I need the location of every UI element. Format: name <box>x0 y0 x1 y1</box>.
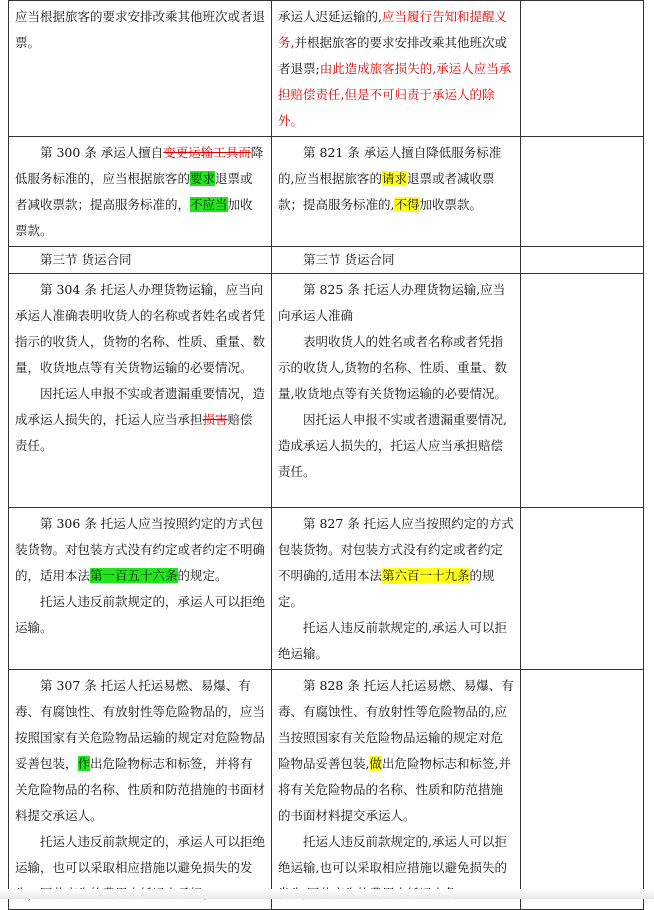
table-row <box>9 247 644 274</box>
section-heading: 第三节 货运合同 <box>303 252 395 267</box>
article-827-para2: 托运人违反前款规定的,承运人可以拒绝运输。 <box>278 620 507 661</box>
article-821: 第 821 条 承运人擅自降低服务标准的,应当根据旅客的请求退票或者减收票款；提高服务标准的,不得加收票款。 <box>278 145 502 212</box>
article-304: 第 304 条 托运人办理货物运输，应当向承运人准确表明收货人的名称或者姓名或者凭指示的收货人，货物的名称、性质、重量、数量，收货地点等有关货物运输的必要情况。 <box>15 282 266 375</box>
highlight-yellow: 不得 <box>394 197 420 212</box>
old-law-cell <box>9 247 272 274</box>
section-heading: 第三节 货运合同 <box>40 252 132 267</box>
old-law-cell <box>9 670 272 910</box>
table-row <box>9 670 644 910</box>
article-307: 第 307 条 托运人托运易燃、易爆、有毒、有腐蚀性、有放射性等危险物品的，应当按照国家有关危险物品运输的规定对危险物品妥善包装，作出危险物标志和标签，并将有关危险物品的名称、性质和防范措施的书面材料提交承运人。 <box>15 678 266 823</box>
table-row <box>9 137 644 247</box>
new-law-cell <box>272 508 521 670</box>
table-row <box>9 508 644 670</box>
highlight-yellow: 做 <box>369 756 382 771</box>
new-law-cell <box>272 247 521 274</box>
article-825-para2: 表明收货人的姓名或者名称或者凭指示的收货人,货物的名称、性质、重量、数量,收货地点等有关货物运输的必要情况。 <box>278 334 507 401</box>
new-law-cell <box>272 1 521 137</box>
notes-cell <box>521 1 644 137</box>
highlight-yellow: 第六百一十九条 <box>381 568 470 583</box>
deleted-text: 损害 <box>202 412 228 427</box>
new-law-text: 承运人迟延运输的,应当履行告知和提醒义务,并根据旅客的要求安排改乘其他班次或者退票;由此造成旅客损失的,承运人应当承担赔偿责任,但是不可归责于承运人的除外。 <box>278 9 512 128</box>
notes-cell <box>521 247 644 274</box>
article-306-para2: 托运人违反前款规定的，承运人可以拒绝运输。 <box>15 594 266 635</box>
old-law-cell <box>9 137 272 247</box>
old-law-cell <box>9 274 272 508</box>
new-law-cell <box>272 274 521 508</box>
old-law-cell <box>9 1 272 137</box>
highlight-yellow: 请求 <box>381 171 407 186</box>
highlight-green: 作 <box>77 756 91 771</box>
article-307-para2: 托运人违反前款规定的，承运人可以拒绝运输，也可以采取相应措施以避免损失的发 <box>15 834 266 875</box>
highlight-green: 不应当 <box>190 197 228 212</box>
article-828-para2: 托运人违反前款规定的,承运人可以拒绝运输,也可以采取相应措施以避免损失的 <box>278 834 507 875</box>
old-law-text: 应当根据旅客的要求安排改乘其他班次或者退票。 <box>15 9 266 50</box>
article-304-para2: 因托运人申报不实或者遗漏重要情况，造成承运人损失的，托运人应当承担损害赔偿责任。 <box>15 386 266 453</box>
table-row <box>9 1 644 137</box>
notes-cell <box>521 137 644 247</box>
notes-cell <box>521 274 644 508</box>
old-law-cell <box>9 508 272 670</box>
added-text: 由此造成旅客损失的,承运人应当承担赔偿责任,但是不可归责于承运人的除外。 <box>278 61 512 128</box>
article-825: 第 825 条 托运人办理货物运输,应当向承运人准确 <box>278 282 506 323</box>
article-828: 第 828 条 托运人托运易燃、易爆、有毒、有腐蚀性、有放射性等危险物品的,应当按照国家有关危险物品运输的规定对危险物品妥善包装,做出危险物标志和标签,并将有关危险物品的名称、性质和防范措施的书面材料提交承运人。 <box>278 678 514 823</box>
comparison-table <box>8 0 644 910</box>
page-bottom-shadow <box>0 889 654 899</box>
article-825-para3: 因托运人申报不实或者遗漏重要情况,造成承运人损失的，托运人应当承担赔偿责任。 <box>278 412 507 479</box>
notes-cell <box>521 508 644 670</box>
notes-cell <box>521 670 644 910</box>
added-text: 应当履行告知和提醒义务, <box>278 9 507 50</box>
highlight-green: 第一百五十六条 <box>90 568 178 583</box>
highlight-green: 要求 <box>190 171 216 186</box>
article-300: 第 300 条 承运人擅自变更运输工具而降低服务标准的，应当根据旅客的要求退票或者减收票款；提高服务标准的，不应当加收票款。 <box>15 145 264 238</box>
new-law-cell <box>272 137 521 247</box>
article-306: 第 306 条 托运人应当按照约定的方式包装货物。对包装方式没有约定或者约定不明确的，适用本法第一百五十六条的规定。 <box>15 516 266 583</box>
deleted-text: 变更运输工具而 <box>163 145 251 160</box>
table-row <box>9 274 644 508</box>
new-law-cell <box>272 670 521 910</box>
article-827: 第 827 条 托运人应当按照约定的方式包装货物。对包装方式没有约定或者约定不明确的,适用本法第六百一十九条的规定。 <box>278 516 514 609</box>
